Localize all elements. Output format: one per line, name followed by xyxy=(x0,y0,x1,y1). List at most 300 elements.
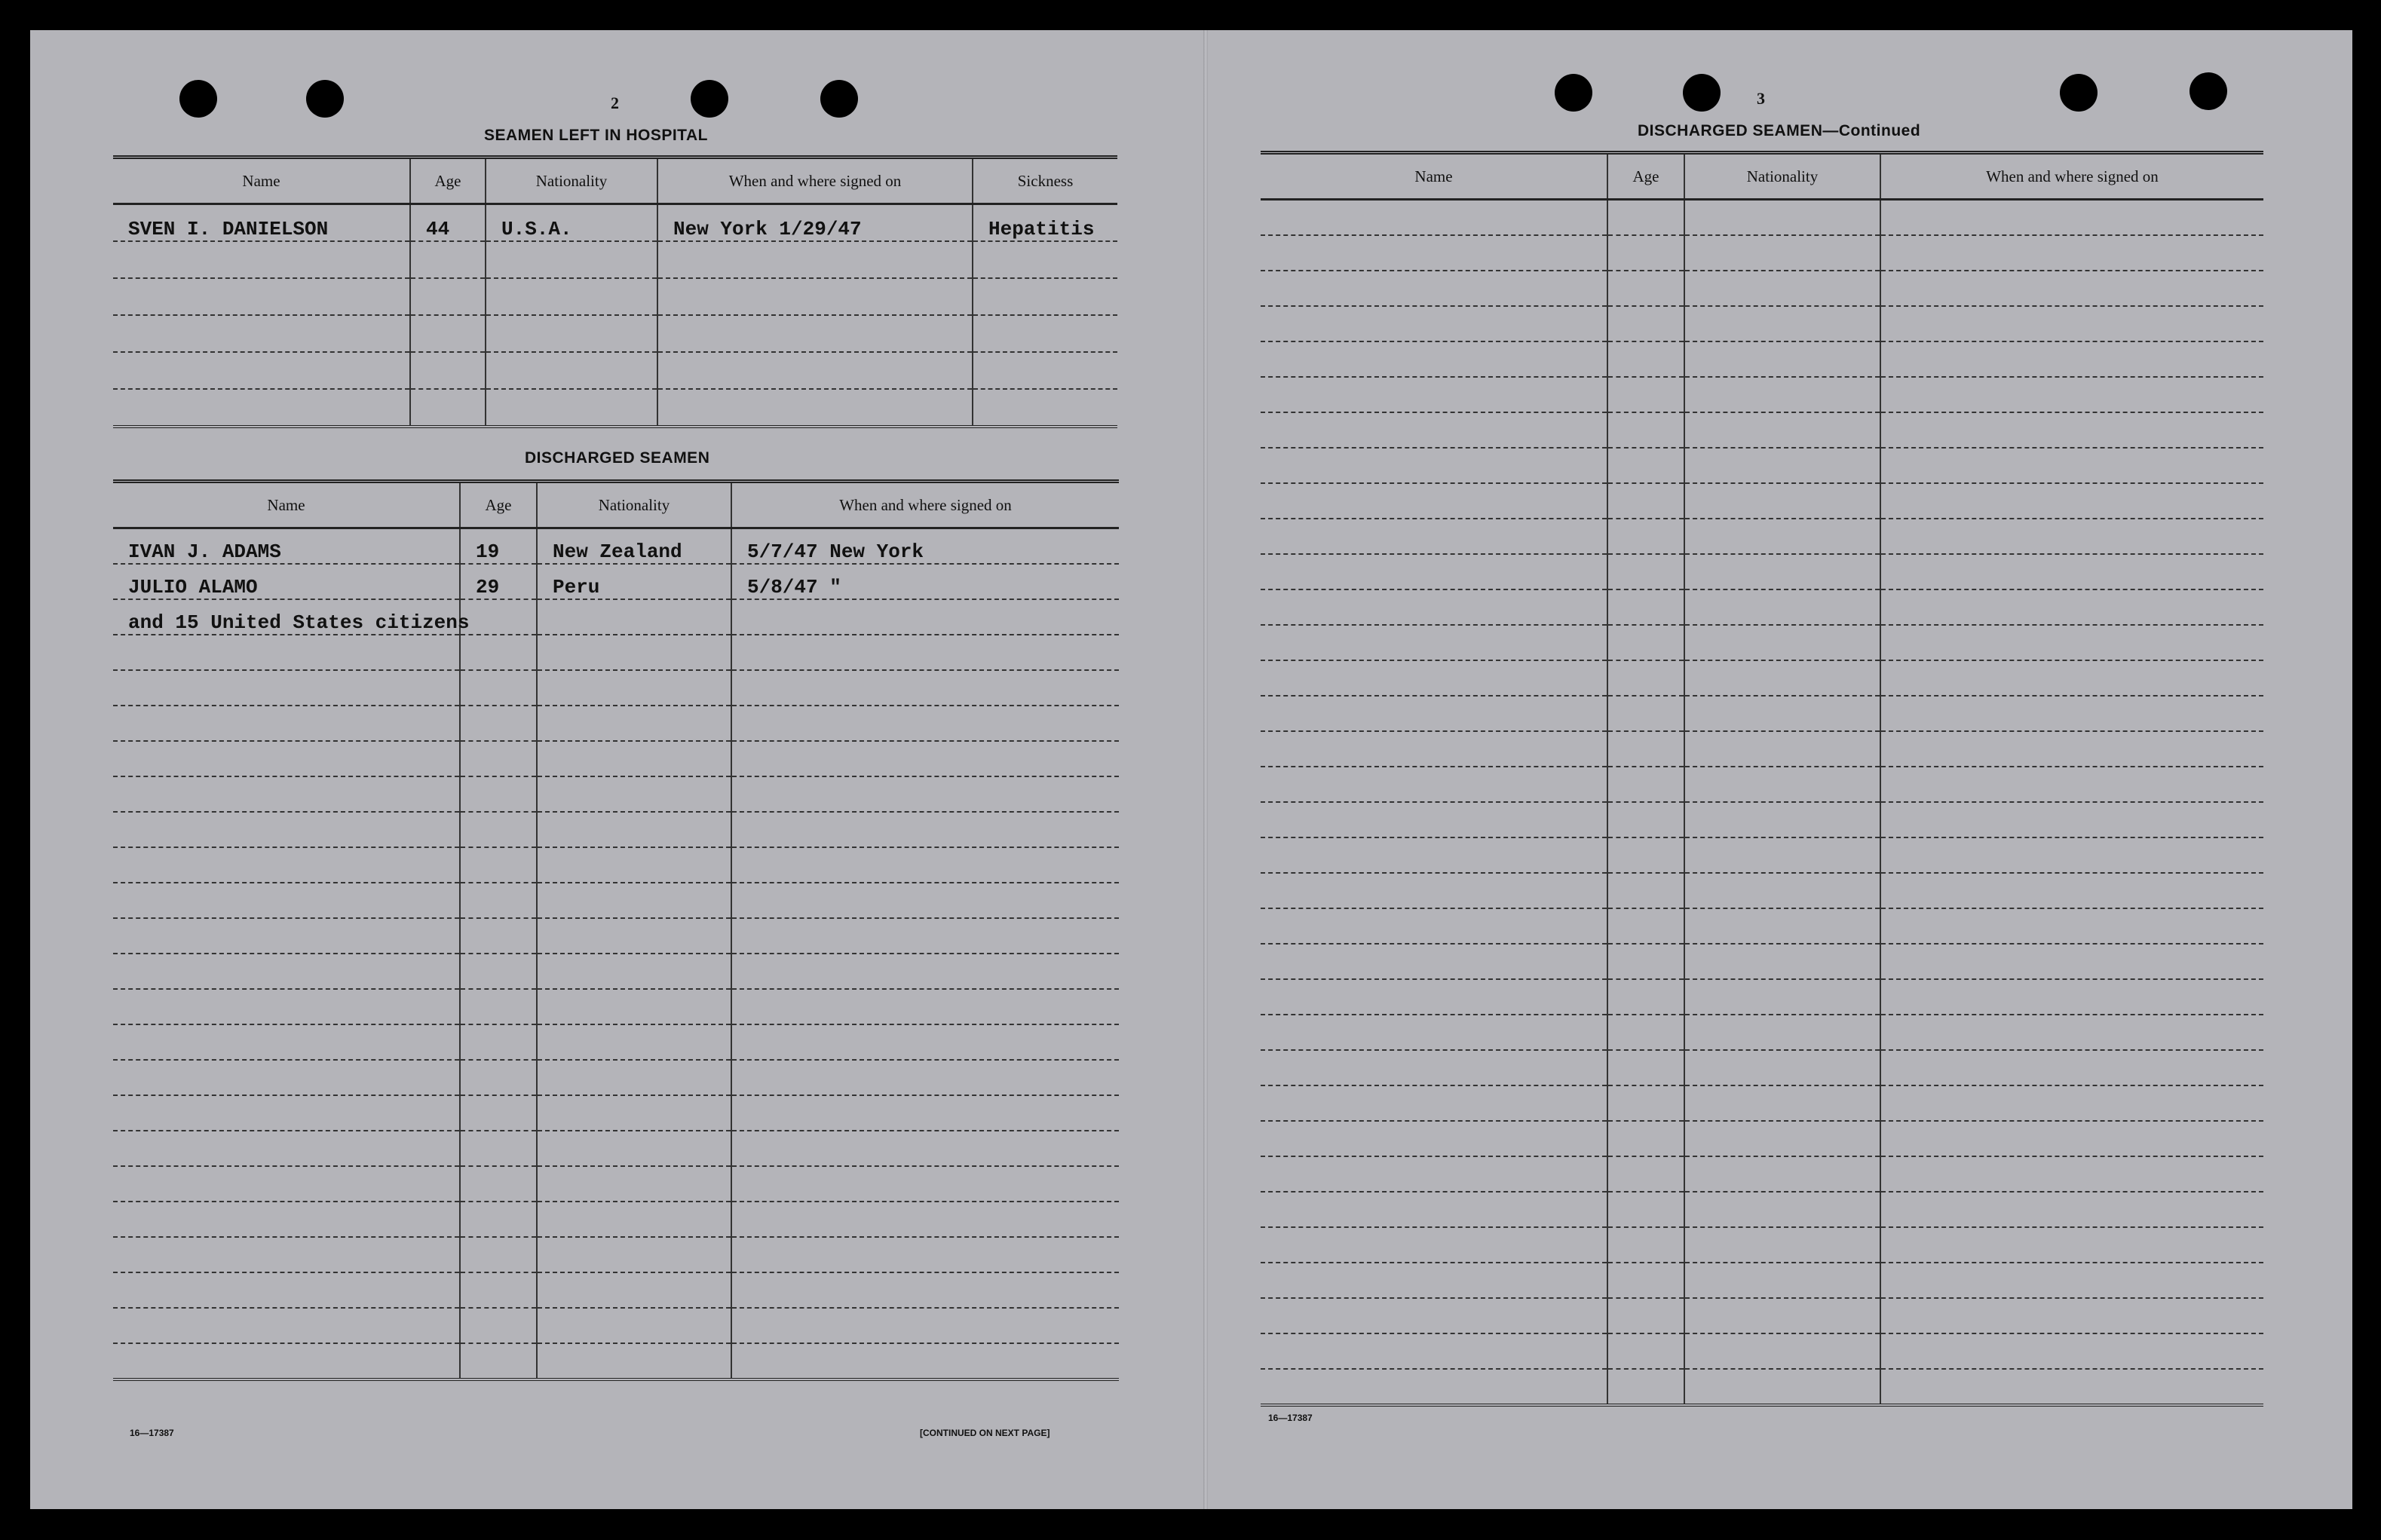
continued-cell xyxy=(1880,696,2263,731)
discharged-cell xyxy=(460,635,537,670)
hospital-cell xyxy=(486,278,657,315)
continued-cell xyxy=(1607,235,1684,271)
discharged-cell: 5/7/47 New York xyxy=(731,528,1119,565)
continued-cell xyxy=(1684,306,1880,341)
table-row xyxy=(1261,1298,2263,1333)
discharged-cell xyxy=(537,599,731,635)
table-row xyxy=(1261,448,2263,483)
discharged-cell: 5/8/47 " xyxy=(731,564,1119,599)
continued-header-0: Name xyxy=(1261,153,1607,200)
table-row xyxy=(113,389,1117,427)
continued-cell xyxy=(1607,696,1684,731)
table-row xyxy=(113,599,1119,635)
table-row xyxy=(113,1131,1119,1166)
discharged-cell xyxy=(460,1343,537,1379)
continued-cell xyxy=(1684,1050,1880,1085)
discharged-header-2: Nationality xyxy=(537,482,731,528)
continued-cell xyxy=(1684,660,1880,696)
discharged-cell xyxy=(460,954,537,989)
continued-cell xyxy=(1880,1227,2263,1263)
continued-cell xyxy=(1261,235,1607,271)
continued-cell xyxy=(1880,412,2263,448)
continued-cell xyxy=(1261,1369,1607,1405)
table-row xyxy=(1261,837,2263,873)
continued-cell xyxy=(1684,1263,1880,1298)
continued-cell xyxy=(1880,1298,2263,1333)
continued-cell xyxy=(1261,802,1607,837)
discharged-cell xyxy=(731,670,1119,706)
discharged-table xyxy=(113,479,1119,1381)
discharged-cell xyxy=(537,1060,731,1095)
continued-cell xyxy=(1684,1085,1880,1121)
continued-cell xyxy=(1880,1156,2263,1192)
table-row xyxy=(1261,377,2263,412)
continued-cell xyxy=(1880,802,2263,837)
continued-cell xyxy=(1261,271,1607,306)
continued-cell xyxy=(1880,767,2263,802)
discharged-cell xyxy=(537,1308,731,1343)
continued-cell xyxy=(1684,554,1880,589)
hospital-cell: 44 xyxy=(410,204,486,242)
continued-cell xyxy=(1880,979,2263,1015)
table-row xyxy=(113,1237,1119,1272)
hospital-cell xyxy=(486,241,657,278)
discharged-cell xyxy=(113,635,460,670)
discharged-cell xyxy=(460,1308,537,1343)
continued-cell xyxy=(1261,1263,1607,1298)
hospital-cell xyxy=(973,241,1117,278)
table-row xyxy=(1261,554,2263,589)
continued-cell xyxy=(1261,1015,1607,1050)
continued-cell xyxy=(1684,341,1880,377)
continued-cell xyxy=(1261,306,1607,341)
continued-cell xyxy=(1684,235,1880,271)
hospital-cell xyxy=(410,241,486,278)
continued-cell xyxy=(1607,1263,1684,1298)
table-row xyxy=(1261,1050,2263,1085)
discharged-cell xyxy=(731,635,1119,670)
discharged-continued-table xyxy=(1261,151,2263,1407)
continued-cell xyxy=(1880,589,2263,625)
continued-cell xyxy=(1261,483,1607,519)
table-row xyxy=(1261,1192,2263,1227)
continued-cell xyxy=(1261,1298,1607,1333)
discharged-cell xyxy=(731,599,1119,635)
discharged-cell: 19 xyxy=(460,528,537,565)
discharged-cell: IVAN J. ADAMS xyxy=(113,528,460,565)
continued-cell xyxy=(1607,731,1684,767)
hospital-section-title: SEAMEN LEFT IN HOSPITAL xyxy=(484,127,708,144)
continued-cell xyxy=(1880,200,2263,236)
discharged-cell xyxy=(460,1095,537,1131)
document-sheet xyxy=(30,30,2352,1509)
discharged-cell xyxy=(113,706,460,741)
discharged-cell xyxy=(460,812,537,847)
continued-cell xyxy=(1607,1192,1684,1227)
continued-cell xyxy=(1607,908,1684,944)
hospital-cell xyxy=(410,352,486,389)
continued-cell xyxy=(1684,412,1880,448)
continued-header-3: When and where signed on xyxy=(1880,153,2263,200)
discharged-cell xyxy=(731,918,1119,954)
continued-cell xyxy=(1261,554,1607,589)
discharged-cell xyxy=(731,741,1119,776)
continued-cell xyxy=(1684,767,1880,802)
table-row xyxy=(113,528,1119,565)
continued-cell xyxy=(1261,519,1607,554)
continued-cell xyxy=(1880,837,2263,873)
continued-cell xyxy=(1880,235,2263,271)
discharged-cell xyxy=(113,1272,460,1308)
discharged-cell xyxy=(113,812,460,847)
discharged-cell xyxy=(113,1166,460,1202)
continued-cell xyxy=(1684,200,1880,236)
hospital-cell xyxy=(410,315,486,352)
hospital-table xyxy=(113,155,1117,428)
continued-cell xyxy=(1684,377,1880,412)
table-row xyxy=(1261,1121,2263,1156)
continued-cell xyxy=(1261,625,1607,660)
discharged-cell xyxy=(113,1060,460,1095)
table-row xyxy=(113,1024,1119,1060)
continued-cell xyxy=(1607,1227,1684,1263)
continued-cell xyxy=(1607,589,1684,625)
continued-cell xyxy=(1607,341,1684,377)
table-row xyxy=(1261,660,2263,696)
page-number: 3 xyxy=(1757,89,1765,108)
continued-cell xyxy=(1684,908,1880,944)
discharged-cell xyxy=(537,918,731,954)
discharged-cell xyxy=(113,918,460,954)
hospital-cell xyxy=(973,315,1117,352)
table-row xyxy=(113,1095,1119,1131)
discharged-cell xyxy=(537,883,731,918)
table-row xyxy=(1261,873,2263,908)
discharged-cell xyxy=(113,1237,460,1272)
continued-cell xyxy=(1880,731,2263,767)
table-row xyxy=(1261,271,2263,306)
continued-cell xyxy=(1607,519,1684,554)
discharged-cell xyxy=(460,599,537,635)
discharged-cell xyxy=(731,847,1119,883)
discharged-cell xyxy=(537,741,731,776)
continued-cell xyxy=(1684,448,1880,483)
continued-cell xyxy=(1261,767,1607,802)
form-number: 16—17387 xyxy=(130,1428,174,1438)
continued-cell xyxy=(1880,625,2263,660)
hospital-cell xyxy=(657,241,973,278)
table-row xyxy=(1261,235,2263,271)
continued-cell xyxy=(1684,802,1880,837)
continued-cell xyxy=(1684,1156,1880,1192)
hospital-cell: Hepatitis xyxy=(973,204,1117,242)
continued-cell xyxy=(1261,908,1607,944)
continued-cell xyxy=(1607,448,1684,483)
continued-cell xyxy=(1880,306,2263,341)
table-row xyxy=(1261,200,2263,236)
continued-note: [CONTINUED ON NEXT PAGE] xyxy=(920,1428,1050,1438)
table-row xyxy=(1261,1227,2263,1263)
hospital-cell xyxy=(113,241,410,278)
continued-cell xyxy=(1684,1227,1880,1263)
hospital-cell: SVEN I. DANIELSON xyxy=(113,204,410,242)
continued-cell xyxy=(1607,306,1684,341)
table-row xyxy=(113,706,1119,741)
table-row xyxy=(113,241,1117,278)
table-row xyxy=(113,352,1117,389)
hospital-cell xyxy=(410,389,486,427)
hospital-cell xyxy=(113,315,410,352)
discharged-cell xyxy=(460,776,537,812)
table-row xyxy=(113,315,1117,352)
continued-cell xyxy=(1880,660,2263,696)
form-number: 16—17387 xyxy=(1268,1413,1313,1423)
discharged-cell xyxy=(731,1272,1119,1308)
discharged-cell xyxy=(113,1024,460,1060)
table-row xyxy=(1261,1015,2263,1050)
continued-cell xyxy=(1880,1050,2263,1085)
table-row xyxy=(1261,802,2263,837)
continued-cell xyxy=(1684,696,1880,731)
continued-cell xyxy=(1261,1333,1607,1369)
hospital-header-1: Age xyxy=(410,158,486,204)
continued-cell xyxy=(1684,731,1880,767)
table-row xyxy=(1261,731,2263,767)
continued-cell xyxy=(1261,412,1607,448)
hospital-cell xyxy=(113,352,410,389)
hospital-cell xyxy=(973,352,1117,389)
continued-cell xyxy=(1261,696,1607,731)
hospital-cell xyxy=(657,315,973,352)
hospital-cell: New York 1/29/47 xyxy=(657,204,973,242)
discharged-cell xyxy=(460,883,537,918)
continued-header-1: Age xyxy=(1607,153,1684,200)
discharged-cell xyxy=(113,776,460,812)
table-row xyxy=(113,1166,1119,1202)
discharged-cell xyxy=(113,1308,460,1343)
continued-cell xyxy=(1607,1333,1684,1369)
discharged-cell xyxy=(731,883,1119,918)
hospital-header-4: Sickness xyxy=(973,158,1117,204)
hospital-cell xyxy=(973,278,1117,315)
discharged-cell xyxy=(113,883,460,918)
table-row xyxy=(1261,767,2263,802)
continued-cell xyxy=(1261,589,1607,625)
discharged-cell xyxy=(537,847,731,883)
discharged-cell xyxy=(113,670,460,706)
discharged-cell xyxy=(537,812,731,847)
discharged-cell xyxy=(460,670,537,706)
hospital-header-2: Nationality xyxy=(486,158,657,204)
discharged-header-3: When and where signed on xyxy=(731,482,1119,528)
continued-cell xyxy=(1607,1369,1684,1405)
continued-cell xyxy=(1607,802,1684,837)
table-row xyxy=(113,918,1119,954)
continued-cell xyxy=(1607,377,1684,412)
continued-cell xyxy=(1880,377,2263,412)
discharged-cell xyxy=(537,706,731,741)
discharged-cell xyxy=(537,1166,731,1202)
discharged-cell xyxy=(731,1095,1119,1131)
continued-cell xyxy=(1880,1369,2263,1405)
continued-cell xyxy=(1880,1263,2263,1298)
continued-cell xyxy=(1607,1050,1684,1085)
continued-cell xyxy=(1607,625,1684,660)
table-row xyxy=(113,635,1119,670)
discharged-cell xyxy=(731,1237,1119,1272)
discharged-cell xyxy=(731,1343,1119,1379)
continued-cell xyxy=(1880,271,2263,306)
table-row xyxy=(1261,696,2263,731)
continued-cell xyxy=(1880,483,2263,519)
table-row xyxy=(113,1202,1119,1237)
discharged-cell xyxy=(113,954,460,989)
hospital-cell xyxy=(657,352,973,389)
continued-cell xyxy=(1684,271,1880,306)
continued-cell xyxy=(1684,519,1880,554)
hospital-cell: U.S.A. xyxy=(486,204,657,242)
left-page xyxy=(30,30,1203,1509)
discharged-cell xyxy=(731,812,1119,847)
table-row xyxy=(1261,412,2263,448)
page-number: 2 xyxy=(611,93,619,112)
continued-cell xyxy=(1880,1121,2263,1156)
continued-cell xyxy=(1261,1156,1607,1192)
table-row xyxy=(1261,306,2263,341)
hospital-cell xyxy=(113,389,410,427)
discharged-header-0: Name xyxy=(113,482,460,528)
continued-cell xyxy=(1880,519,2263,554)
continued-cell xyxy=(1607,660,1684,696)
continued-cell xyxy=(1684,589,1880,625)
continued-cell xyxy=(1880,1192,2263,1227)
table-row xyxy=(113,776,1119,812)
discharged-cell xyxy=(537,989,731,1024)
discharged-cell xyxy=(113,1131,460,1166)
hospital-cell xyxy=(973,389,1117,427)
discharged-continued-title: DISCHARGED SEAMEN—Continued xyxy=(1638,122,1921,139)
table-row xyxy=(113,1272,1119,1308)
continued-cell xyxy=(1880,944,2263,979)
continued-cell xyxy=(1607,1085,1684,1121)
continued-cell xyxy=(1880,873,2263,908)
continued-cell xyxy=(1607,200,1684,236)
table-row xyxy=(1261,341,2263,377)
hospital-header-0: Name xyxy=(113,158,410,204)
table-row xyxy=(113,954,1119,989)
discharged-cell xyxy=(537,1024,731,1060)
hospital-cell xyxy=(113,278,410,315)
table-row xyxy=(113,278,1117,315)
discharged-cell xyxy=(731,1202,1119,1237)
continued-cell xyxy=(1684,1333,1880,1369)
continued-cell xyxy=(1261,1085,1607,1121)
discharged-section-title: DISCHARGED SEAMEN xyxy=(525,449,710,467)
hospital-cell xyxy=(410,278,486,315)
discharged-cell xyxy=(113,1095,460,1131)
discharged-cell xyxy=(460,1237,537,1272)
continued-cell xyxy=(1684,979,1880,1015)
discharged-cell xyxy=(731,706,1119,741)
continued-cell xyxy=(1880,908,2263,944)
continued-cell xyxy=(1684,1369,1880,1405)
table-row xyxy=(1261,519,2263,554)
discharged-cell xyxy=(731,1166,1119,1202)
hospital-header-3: When and where signed on xyxy=(657,158,973,204)
continued-cell xyxy=(1607,1015,1684,1050)
continued-cell xyxy=(1607,979,1684,1015)
table-row xyxy=(1261,979,2263,1015)
discharged-cell xyxy=(537,1343,731,1379)
continued-cell xyxy=(1261,837,1607,873)
continued-cell xyxy=(1684,1015,1880,1050)
discharged-cell xyxy=(460,1166,537,1202)
continued-cell xyxy=(1684,944,1880,979)
continued-cell xyxy=(1261,979,1607,1015)
continued-cell xyxy=(1684,625,1880,660)
table-row xyxy=(113,1308,1119,1343)
table-row xyxy=(1261,908,2263,944)
continued-cell xyxy=(1607,271,1684,306)
discharged-cell xyxy=(731,954,1119,989)
continued-cell xyxy=(1880,1333,2263,1369)
table-row xyxy=(1261,1263,2263,1298)
table-row xyxy=(1261,1085,2263,1121)
continued-cell xyxy=(1261,1192,1607,1227)
table-row xyxy=(113,883,1119,918)
continued-cell xyxy=(1607,412,1684,448)
discharged-cell xyxy=(537,1272,731,1308)
right-page xyxy=(1208,30,2352,1509)
continued-cell xyxy=(1880,1015,2263,1050)
table-row xyxy=(113,812,1119,847)
table-row xyxy=(113,204,1117,242)
discharged-cell xyxy=(731,776,1119,812)
table-row xyxy=(113,741,1119,776)
continued-cell xyxy=(1684,483,1880,519)
discharged-cell xyxy=(113,741,460,776)
table-row xyxy=(113,564,1119,599)
continued-header-2: Nationality xyxy=(1684,153,1880,200)
table-row xyxy=(113,1343,1119,1379)
hospital-cell xyxy=(657,278,973,315)
discharged-cell xyxy=(537,670,731,706)
continued-cell xyxy=(1261,660,1607,696)
discharged-header-1: Age xyxy=(460,482,537,528)
discharged-cell: JULIO ALAMO xyxy=(113,564,460,599)
discharged-cell xyxy=(460,1060,537,1095)
continued-cell xyxy=(1261,731,1607,767)
table-row xyxy=(113,989,1119,1024)
discharged-cell xyxy=(731,1131,1119,1166)
discharged-cell xyxy=(460,1202,537,1237)
discharged-cell: New Zealand xyxy=(537,528,731,565)
table-row xyxy=(1261,1369,2263,1405)
continued-cell xyxy=(1607,1298,1684,1333)
discharged-cell xyxy=(537,776,731,812)
continued-cell xyxy=(1261,377,1607,412)
discharged-cell xyxy=(113,847,460,883)
discharged-cell xyxy=(537,1131,731,1166)
continued-cell xyxy=(1261,1121,1607,1156)
table-row xyxy=(1261,944,2263,979)
table-row xyxy=(113,670,1119,706)
discharged-cell: Peru xyxy=(537,564,731,599)
discharged-cell xyxy=(731,1308,1119,1343)
discharged-cell xyxy=(113,1202,460,1237)
continued-cell xyxy=(1684,837,1880,873)
continued-cell xyxy=(1880,554,2263,589)
